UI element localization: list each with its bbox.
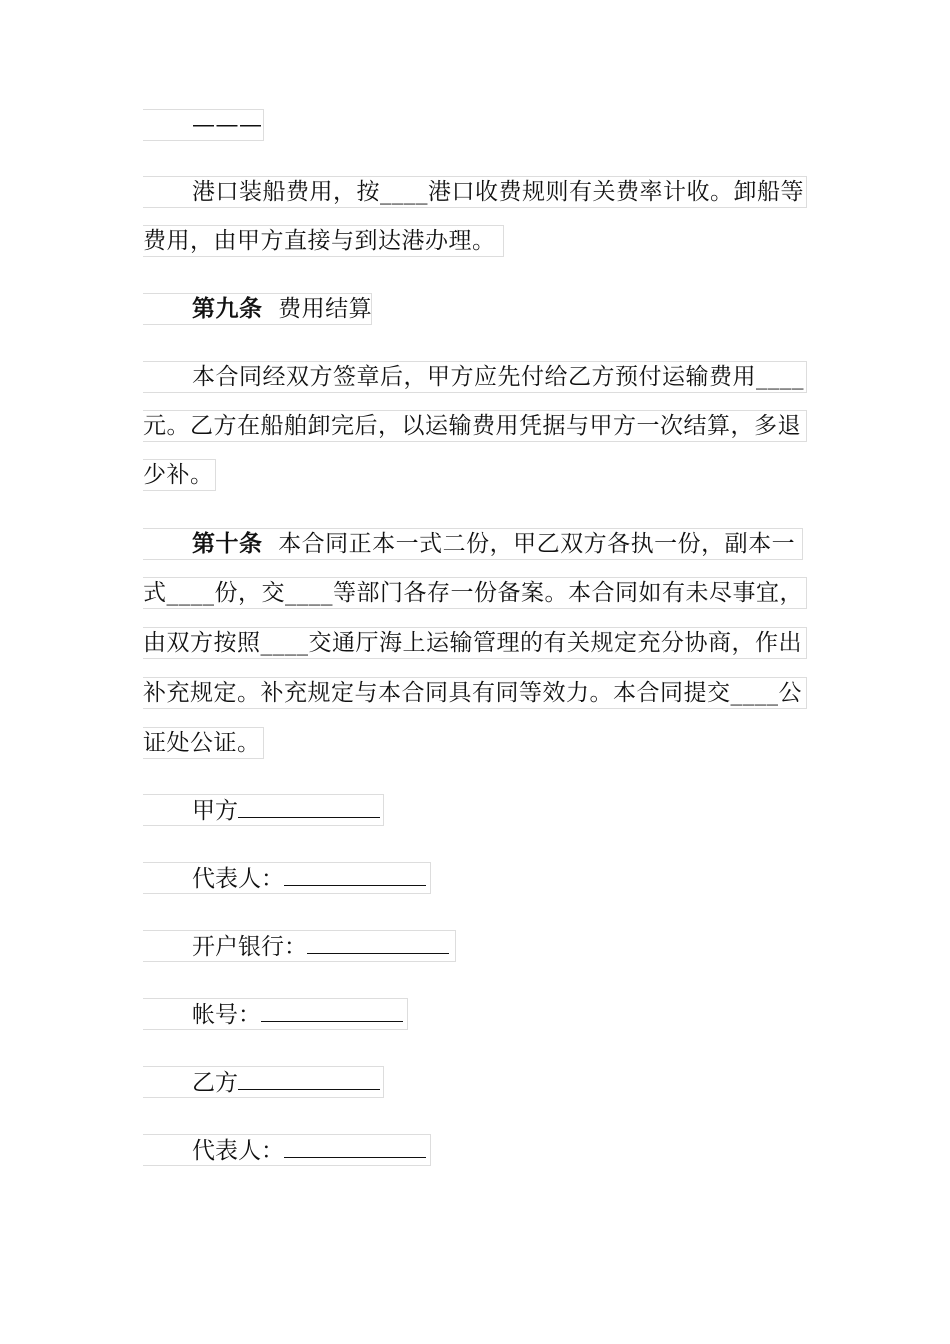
account-a-blank [261,999,403,1022]
article-10-line-2: 式____份，交____等部门各存一份备案。本合同如有未尽事宜， [143,577,807,609]
para-loading-fees-2: 费用，由甲方直接与到达港办理。 [143,225,504,257]
bank-a-blank [307,931,449,954]
bank-a-line [143,930,456,962]
bank-a-label: 开户银行： [192,934,307,960]
para-settlement-2: 元。乙方在船舶卸完后，以运输费用凭据与甲方一次结算，多退 [143,410,807,442]
para-settlement-1: 本合同经双方签章后，甲方应先付给乙方预付运输费用____ [143,361,807,393]
rep-b-blank [284,1135,426,1158]
party-a-blank [238,795,380,818]
party-b-line [143,1066,384,1098]
article-10-text: 本合同正本一式二份，甲乙双方各执一份，副本一 [278,531,796,557]
rep-a-blank [284,863,426,886]
article-10-number: 第十条 [192,530,263,557]
account-a-line [143,998,408,1030]
party-b-label: 乙方 [192,1070,238,1096]
article-10-line-4: 补充规定。补充规定与本合同具有同等效力。本合同提交____公 [143,677,807,709]
rep-b-line [143,1134,431,1166]
dash-line: ——— [143,109,264,141]
para-loading-fees-1: 港口装船费用，按____港口收费规则有关费率计收。卸船等 [143,176,807,208]
rep-a-line [143,862,431,894]
rep-b-label: 代表人： [192,1138,284,1164]
party-b-blank [238,1067,380,1090]
article-9-heading [143,293,372,325]
account-a-label: 帐号： [192,1002,261,1028]
party-a-line [143,794,384,826]
rep-a-label: 代表人： [192,866,284,892]
party-a-label: 甲方 [192,798,238,824]
article-10-line-1 [143,528,803,560]
article-9-number: 第九条 [192,295,263,322]
para-settlement-3: 少补。 [143,459,216,491]
article-10-line-5: 证处公证。 [143,727,264,759]
article-9-title: 费用结算 [278,296,373,322]
article-10-line-3: 由双方按照____交通厅海上运输管理的有关规定充分协商，作出 [143,627,807,659]
